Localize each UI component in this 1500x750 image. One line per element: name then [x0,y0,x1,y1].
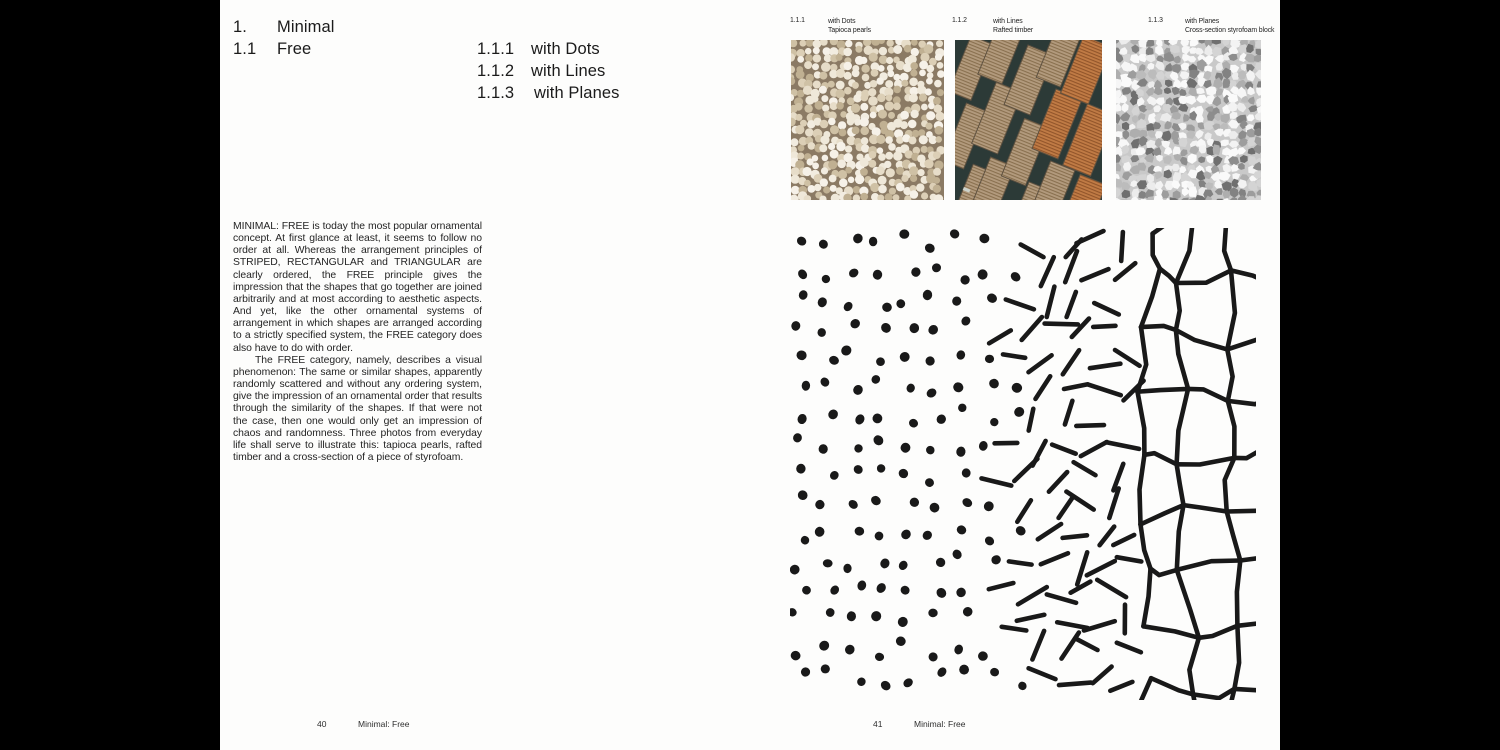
subsection-number: 1.1.2 [477,62,515,80]
book-spread [220,0,1280,750]
caption-line-1: with Lines [993,18,1023,25]
figure-number: 1.1.1 [790,17,805,24]
heading-chapter-number: 1. [233,18,247,36]
heading-section-label: Free [277,40,312,58]
body-paragraph-2: The FREE category, namely, describes a visual phenomenon: The same or similar shapes, apparently randomly scattered and without any ordering system, give the impression of an ornamental order that results through the similarity of the shapes. If that were not the case, then one would only get an impression of chaos and randomness. Three photos from everyday life shall serve to illustrate this: tapioca pearls, rafted timber and a cross-section of a piece of styrofoam. [233,354,482,463]
caption-line-1: with Planes [1185,18,1220,25]
caption-line-2: Cross-section styrofoam block [1185,27,1275,35]
free-ornament-drawing [790,228,1256,700]
subsection-item-dots [477,38,619,60]
page-number-left: 40 [317,719,327,729]
chapter-heading-list [233,16,335,60]
heading-section-number: 1.1 [233,40,257,58]
subsection-item-lines [477,60,619,82]
styrofoam-image [1116,40,1261,200]
subsection-label: with Dots [531,40,600,58]
subsection-number: 1.1.1 [477,40,515,58]
photo-styrofoam-cross-section [1116,40,1261,200]
heading-chapter [233,16,335,38]
tapioca-pearls-image [791,40,944,200]
page-number-right: 41 [873,719,883,729]
footer-left [317,719,409,729]
figure-caption-text [1185,17,1274,35]
letterbox-right [1280,0,1500,750]
subsection-number: 1.1.3 [477,84,515,102]
figure-number: 1.1.2 [952,17,967,24]
footer-right [873,719,965,729]
letterbox-left [0,0,220,750]
body-text-column [233,221,482,464]
photo-rafted-timber [955,40,1102,200]
running-title-left: Minimal: Free [358,719,410,729]
caption-line-2: Rafted timber [993,27,1034,35]
subsection-item-planes [477,82,619,104]
body-paragraph-1: MINIMAL: FREE is today the most popular ornamental concept. At first glance at least, it seems to follow no order at all. Whereas the arrangement principles of STRIPED, RECTANGULAR and TRIANGULAR are clearly ordered, the FREE principle gives the impression that the shapes that go together are joined arbitrarily and at most according to aesthetic aspects. And yet, like the other ornamental systems of arrangement in which shapes are arranged according to a strictly specified system, the FREE category does also have to do with order. [233,221,482,354]
caption-line-2: Tapioca pearls [828,27,872,35]
running-title-right: Minimal: Free [914,719,966,729]
heading-section [233,38,335,60]
subsection-list [477,38,619,104]
photo-tapioca-pearls [791,40,944,200]
subsection-label: with Planes [534,84,620,102]
figure-number: 1.1.3 [1148,17,1163,24]
rafted-timber-image [955,40,1102,200]
figure-caption-text [828,17,871,35]
caption-line-1: with Dots [828,18,856,25]
heading-chapter-label: Minimal [277,18,335,36]
subsection-label: with Lines [531,62,606,80]
dots-lines-planes-drawing [790,228,1256,700]
figure-caption-text [993,17,1033,35]
